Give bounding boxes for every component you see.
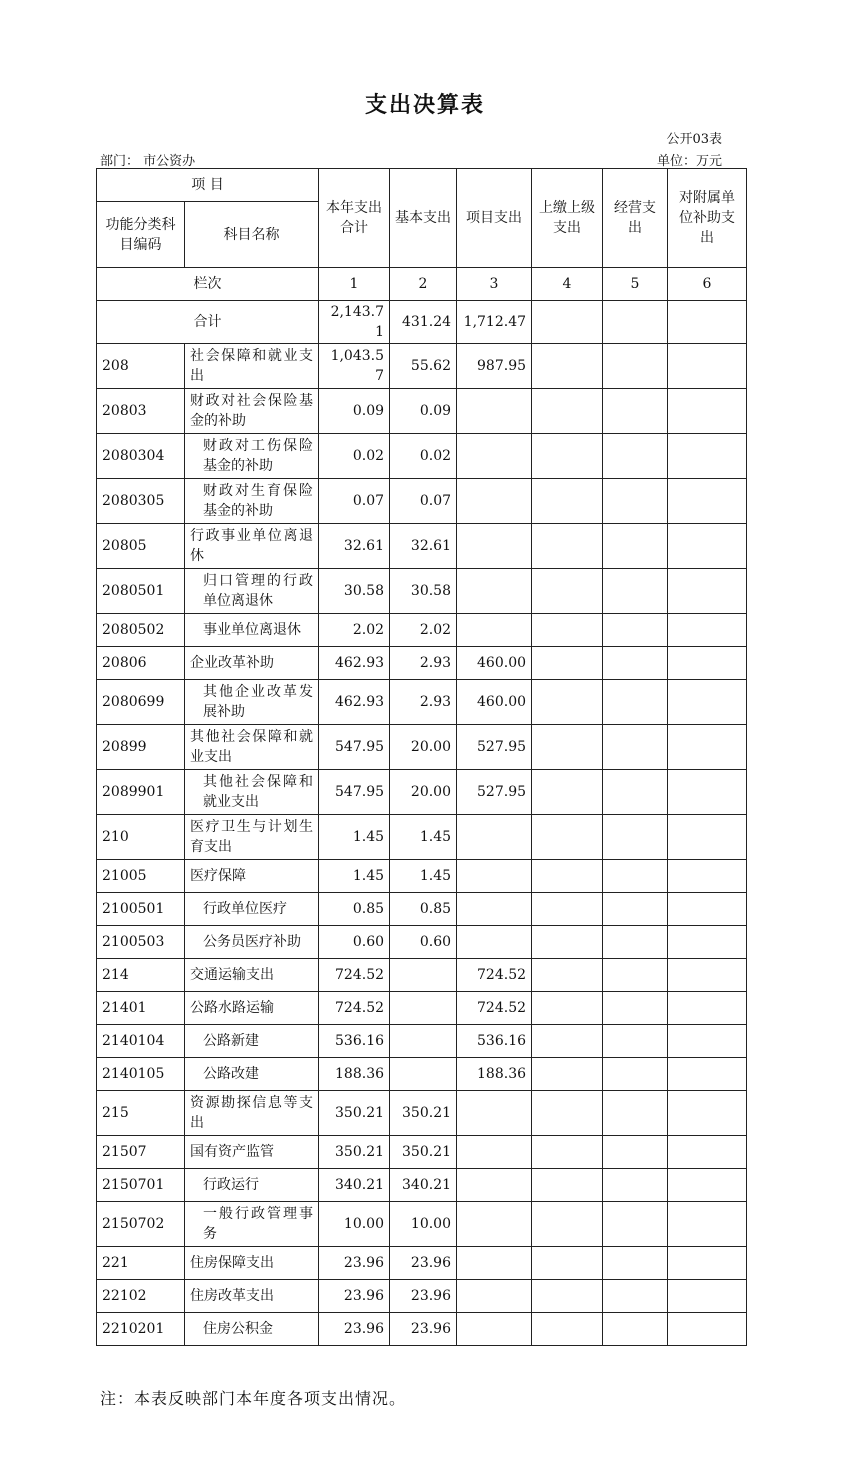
row-business (603, 647, 668, 680)
row-business (603, 926, 668, 959)
row-business (603, 1025, 668, 1058)
column-index-5: 5 (603, 268, 668, 301)
row-code: 221 (97, 1247, 185, 1280)
table-row (97, 680, 747, 725)
row-code: 2089901 (97, 770, 185, 815)
row-name: 住房公积金 (185, 1313, 319, 1346)
row-basic: 340.21 (390, 1169, 457, 1202)
row-upper (532, 1313, 603, 1346)
row-subsidy (668, 860, 747, 893)
row-code: 22102 (97, 1280, 185, 1313)
row-business (603, 992, 668, 1025)
row-project: 460.00 (457, 647, 532, 680)
row-name: 行政运行 (185, 1169, 319, 1202)
row-name: 医疗卫生与计划生育支出 (185, 815, 319, 860)
row-total: 340.21 (319, 1169, 390, 1202)
row-upper (532, 1202, 603, 1247)
row-basic: 0.02 (390, 434, 457, 479)
row-project (457, 569, 532, 614)
row-name: 行政事业单位离退休 (185, 524, 319, 569)
row-upper (532, 1058, 603, 1091)
row-basic: 55.62 (390, 344, 457, 389)
row-business (603, 815, 668, 860)
row-subsidy (668, 1280, 747, 1313)
row-project (457, 1136, 532, 1169)
row-name: 国有资产监管 (185, 1136, 319, 1169)
page-title: 支出决算表 (364, 92, 485, 118)
column-index-2: 2 (390, 268, 457, 301)
row-project: 536.16 (457, 1025, 532, 1058)
table-row (97, 1091, 747, 1136)
column-index-row (97, 268, 747, 301)
header-total: 本年支出合计 (319, 169, 390, 268)
row-business (603, 479, 668, 524)
row-code: 2080502 (97, 614, 185, 647)
row-name: 公路新建 (185, 1025, 319, 1058)
table-row (97, 893, 747, 926)
table-row (97, 770, 747, 815)
header-upper: 上缴上级支出 (532, 169, 603, 268)
row-business (603, 1313, 668, 1346)
row-business (603, 1169, 668, 1202)
row-business (603, 1091, 668, 1136)
row-subsidy (668, 524, 747, 569)
table-row (97, 344, 747, 389)
row-project (457, 389, 532, 434)
row-name: 公路水路运输 (185, 992, 319, 1025)
row-business (603, 860, 668, 893)
total-basic: 431.24 (390, 301, 457, 344)
row-project (457, 1202, 532, 1247)
row-project (457, 926, 532, 959)
row-name: 一般行政管理事务 (185, 1202, 319, 1247)
row-subsidy (668, 1025, 747, 1058)
row-name: 归口管理的行政单位离退休 (185, 569, 319, 614)
row-business (603, 389, 668, 434)
row-business (603, 1058, 668, 1091)
row-business (603, 725, 668, 770)
row-project (457, 1280, 532, 1313)
table-row (97, 479, 747, 524)
row-project (457, 860, 532, 893)
table-row (97, 569, 747, 614)
row-total: 547.95 (319, 770, 390, 815)
row-business (603, 770, 668, 815)
header-subsidy: 对附属单位补助支出 (668, 169, 747, 268)
header-name: 科目名称 (185, 202, 319, 268)
table-row (97, 1058, 747, 1091)
row-project (457, 1169, 532, 1202)
row-total: 23.96 (319, 1313, 390, 1346)
table-row (97, 1247, 747, 1280)
row-basic: 20.00 (390, 725, 457, 770)
column-index-3: 3 (457, 268, 532, 301)
row-code: 21507 (97, 1136, 185, 1169)
row-code: 21401 (97, 992, 185, 1025)
table-row (97, 926, 747, 959)
row-total: 10.00 (319, 1202, 390, 1247)
table-row (97, 959, 747, 992)
header-project: 项目支出 (457, 169, 532, 268)
row-business (603, 959, 668, 992)
row-business (603, 434, 668, 479)
row-subsidy (668, 1091, 747, 1136)
row-upper (532, 815, 603, 860)
table-row (97, 815, 747, 860)
table-row (97, 1313, 747, 1346)
row-project (457, 893, 532, 926)
row-code: 214 (97, 959, 185, 992)
row-name: 财政对工伤保险基金的补助 (185, 434, 319, 479)
row-subsidy (668, 770, 747, 815)
row-project (457, 815, 532, 860)
row-subsidy (668, 1058, 747, 1091)
row-code: 2100501 (97, 893, 185, 926)
row-basic: 0.85 (390, 893, 457, 926)
row-subsidy (668, 614, 747, 647)
row-subsidy (668, 479, 747, 524)
row-total: 0.85 (319, 893, 390, 926)
row-total: 2.02 (319, 614, 390, 647)
row-upper (532, 725, 603, 770)
row-upper (532, 1169, 603, 1202)
row-subsidy (668, 647, 747, 680)
row-name: 行政单位医疗 (185, 893, 319, 926)
total-row (97, 301, 747, 344)
row-total: 0.60 (319, 926, 390, 959)
row-name: 住房改革支出 (185, 1280, 319, 1313)
row-name: 事业单位离退休 (185, 614, 319, 647)
row-name: 公务员医疗补助 (185, 926, 319, 959)
row-subsidy (668, 344, 747, 389)
row-business (603, 614, 668, 647)
row-basic: 350.21 (390, 1136, 457, 1169)
row-basic: 10.00 (390, 1202, 457, 1247)
row-subsidy (668, 1169, 747, 1202)
row-basic: 0.60 (390, 926, 457, 959)
row-business (603, 1136, 668, 1169)
row-basic: 20.00 (390, 770, 457, 815)
row-upper (532, 344, 603, 389)
row-basic: 1.45 (390, 815, 457, 860)
row-total: 23.96 (319, 1247, 390, 1280)
total-label: 合计 (97, 301, 319, 344)
row-basic: 350.21 (390, 1091, 457, 1136)
row-basic: 0.07 (390, 479, 457, 524)
row-total: 1,043.57 (319, 344, 390, 389)
row-upper (532, 770, 603, 815)
row-project: 987.95 (457, 344, 532, 389)
row-basic: 0.09 (390, 389, 457, 434)
row-upper (532, 647, 603, 680)
table-row (97, 1169, 747, 1202)
row-basic (390, 1025, 457, 1058)
row-basic: 30.58 (390, 569, 457, 614)
table-row (97, 434, 747, 479)
row-code: 2080305 (97, 479, 185, 524)
column-index-1: 1 (319, 268, 390, 301)
table-row (97, 389, 747, 434)
row-project (457, 614, 532, 647)
table-row (97, 1202, 747, 1247)
row-business (603, 524, 668, 569)
row-name: 其他社会保障和就业支出 (185, 725, 319, 770)
row-basic (390, 959, 457, 992)
table-row (97, 1136, 747, 1169)
row-upper (532, 614, 603, 647)
row-name: 其他企业改革发展补助 (185, 680, 319, 725)
row-basic: 2.02 (390, 614, 457, 647)
row-subsidy (668, 1136, 747, 1169)
column-index-label: 栏次 (97, 268, 319, 301)
row-business (603, 1280, 668, 1313)
row-project (457, 1091, 532, 1136)
row-subsidy (668, 725, 747, 770)
row-subsidy (668, 680, 747, 725)
row-upper (532, 926, 603, 959)
row-name: 企业改革补助 (185, 647, 319, 680)
row-total: 188.36 (319, 1058, 390, 1091)
row-total: 536.16 (319, 1025, 390, 1058)
row-project: 724.52 (457, 959, 532, 992)
row-project: 460.00 (457, 680, 532, 725)
column-index-6: 6 (668, 268, 747, 301)
row-total: 23.96 (319, 1280, 390, 1313)
row-upper (532, 1136, 603, 1169)
row-project (457, 1313, 532, 1346)
row-total: 724.52 (319, 959, 390, 992)
row-basic: 23.96 (390, 1247, 457, 1280)
row-code: 2150702 (97, 1202, 185, 1247)
total-amount: 2,143.71 (319, 301, 390, 344)
row-subsidy (668, 434, 747, 479)
row-code: 2150701 (97, 1169, 185, 1202)
row-business (603, 680, 668, 725)
row-basic: 2.93 (390, 680, 457, 725)
row-total: 462.93 (319, 647, 390, 680)
table-row (97, 647, 747, 680)
row-total: 350.21 (319, 1091, 390, 1136)
row-subsidy (668, 569, 747, 614)
header-basic: 基本支出 (390, 169, 457, 268)
row-upper (532, 389, 603, 434)
row-project (457, 479, 532, 524)
row-basic: 32.61 (390, 524, 457, 569)
row-upper (532, 1247, 603, 1280)
row-total: 30.58 (319, 569, 390, 614)
row-code: 215 (97, 1091, 185, 1136)
table-row (97, 1025, 747, 1058)
row-total: 724.52 (319, 992, 390, 1025)
row-subsidy (668, 1313, 747, 1346)
department-label: 部门： 市公资办 (100, 154, 196, 169)
row-name: 住房保障支出 (185, 1247, 319, 1280)
table-row (97, 860, 747, 893)
row-name: 财政对社会保险基金的补助 (185, 389, 319, 434)
row-code: 210 (97, 815, 185, 860)
row-total: 0.02 (319, 434, 390, 479)
row-total: 1.45 (319, 860, 390, 893)
row-total: 0.07 (319, 479, 390, 524)
row-upper (532, 1025, 603, 1058)
table-row (97, 524, 747, 569)
row-name: 其他社会保障和就业支出 (185, 770, 319, 815)
row-business (603, 893, 668, 926)
row-subsidy (668, 926, 747, 959)
row-subsidy (668, 893, 747, 926)
header-code: 功能分类科目编码 (97, 202, 185, 268)
row-upper (532, 524, 603, 569)
row-subsidy (668, 815, 747, 860)
row-code: 2100503 (97, 926, 185, 959)
row-upper (532, 959, 603, 992)
row-basic: 23.96 (390, 1280, 457, 1313)
total-subsidy (668, 301, 747, 344)
row-subsidy (668, 959, 747, 992)
row-upper (532, 893, 603, 926)
form-number: 公开03表 (666, 132, 722, 147)
row-upper (532, 569, 603, 614)
row-basic: 2.93 (390, 647, 457, 680)
row-total: 0.09 (319, 389, 390, 434)
table-row (97, 725, 747, 770)
row-code: 2210201 (97, 1313, 185, 1346)
row-business (603, 1247, 668, 1280)
table-row (97, 1280, 747, 1313)
unit-label: 单位：万元 (656, 154, 722, 169)
row-basic: 23.96 (390, 1313, 457, 1346)
row-code: 20806 (97, 647, 185, 680)
header-item: 项 目 (97, 169, 319, 202)
row-upper (532, 479, 603, 524)
row-total: 462.93 (319, 680, 390, 725)
total-project: 1,712.47 (457, 301, 532, 344)
row-code: 2080304 (97, 434, 185, 479)
table-row (97, 992, 747, 1025)
row-name: 社会保障和就业支出 (185, 344, 319, 389)
row-project: 527.95 (457, 725, 532, 770)
row-subsidy (668, 992, 747, 1025)
row-business (603, 1202, 668, 1247)
row-name: 交通运输支出 (185, 959, 319, 992)
row-basic: 1.45 (390, 860, 457, 893)
row-project: 724.52 (457, 992, 532, 1025)
row-business (603, 344, 668, 389)
header-business: 经营支出 (603, 169, 668, 268)
row-project (457, 1247, 532, 1280)
header-row-1 (97, 169, 747, 202)
row-code: 2140104 (97, 1025, 185, 1058)
expenditure-table (96, 168, 747, 1346)
total-upper (532, 301, 603, 344)
row-subsidy (668, 1202, 747, 1247)
row-basic (390, 992, 457, 1025)
row-upper (532, 1280, 603, 1313)
row-total: 1.45 (319, 815, 390, 860)
footnote: 注：本表反映部门本年度各项支出情况。 (100, 1389, 407, 1408)
row-code: 20803 (97, 389, 185, 434)
row-code: 21005 (97, 860, 185, 893)
row-total: 32.61 (319, 524, 390, 569)
row-project (457, 434, 532, 479)
row-subsidy (668, 1247, 747, 1280)
row-code: 2080699 (97, 680, 185, 725)
row-upper (532, 434, 603, 479)
row-basic (390, 1058, 457, 1091)
row-upper (532, 1091, 603, 1136)
row-name: 公路改建 (185, 1058, 319, 1091)
row-code: 208 (97, 344, 185, 389)
row-upper (532, 680, 603, 725)
row-total: 350.21 (319, 1136, 390, 1169)
total-business (603, 301, 668, 344)
column-index-4: 4 (532, 268, 603, 301)
row-upper (532, 860, 603, 893)
row-name: 资源勘探信息等支出 (185, 1091, 319, 1136)
row-name: 财政对生育保险基金的补助 (185, 479, 319, 524)
table-row (97, 614, 747, 647)
row-code: 20899 (97, 725, 185, 770)
row-code: 2080501 (97, 569, 185, 614)
row-project: 188.36 (457, 1058, 532, 1091)
row-total: 547.95 (319, 725, 390, 770)
row-subsidy (668, 389, 747, 434)
row-project: 527.95 (457, 770, 532, 815)
row-business (603, 569, 668, 614)
row-code: 2140105 (97, 1058, 185, 1091)
row-code: 20805 (97, 524, 185, 569)
row-project (457, 524, 532, 569)
row-name: 医疗保障 (185, 860, 319, 893)
row-upper (532, 992, 603, 1025)
